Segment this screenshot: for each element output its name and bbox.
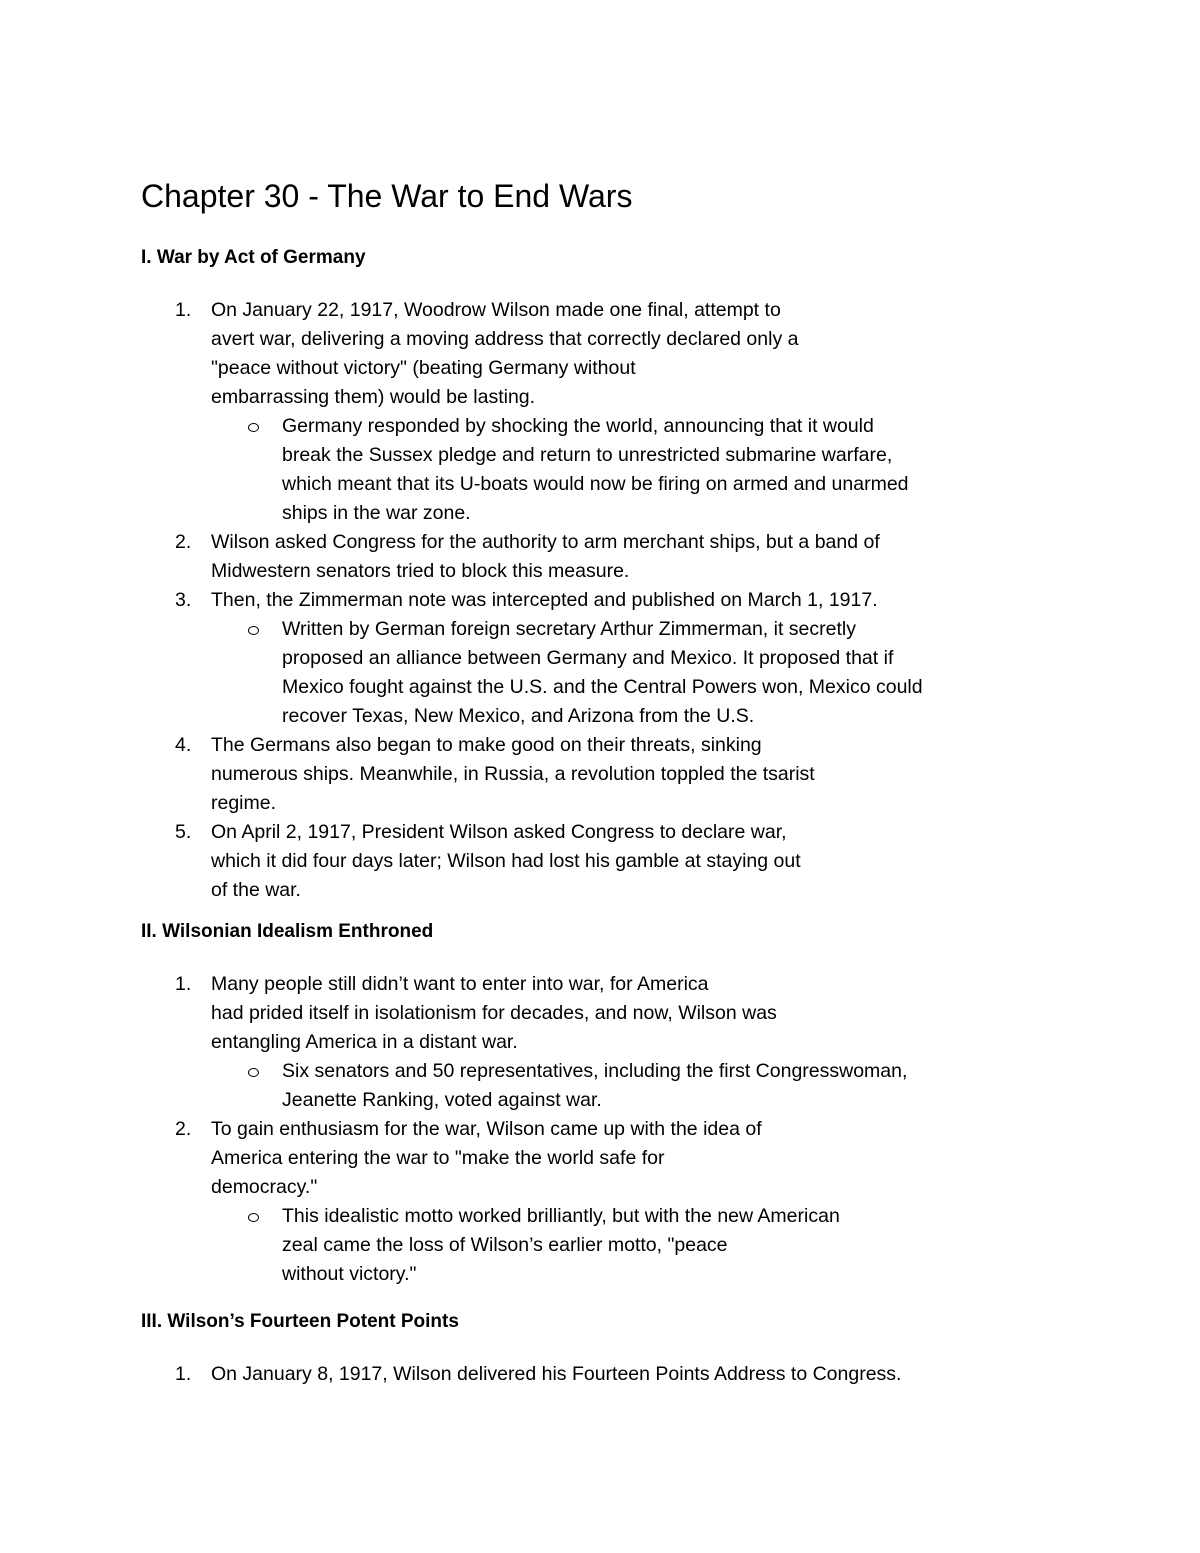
list-item-text: democracy." <box>211 1176 318 1198</box>
bullet-icon <box>248 626 259 635</box>
list-item-text: On January 22, 1917, Woodrow Wilson made one final, attempt to <box>211 299 781 321</box>
list-item-text: regime. <box>211 792 277 814</box>
list-item-number: 4. <box>175 734 192 756</box>
list-item-number: 2. <box>175 1118 192 1140</box>
sub-item-text: break the Sussex pledge and return to unrestricted submarine warfare, <box>282 444 893 466</box>
list-item-text: Then, the Zimmerman note was intercepted and published on March 1, 1917. <box>211 589 878 611</box>
list-item-text: avert war, delivering a moving address that correctly declared only a <box>211 328 799 350</box>
sub-item-text: without victory." <box>282 1263 417 1285</box>
section-heading: II. Wilsonian Idealism Enthroned <box>141 921 434 942</box>
sub-item-text: Six senators and 50 representatives, including the first Congresswoman, <box>282 1060 908 1082</box>
list-item-number: 3. <box>175 589 192 611</box>
list-item-text: To gain enthusiasm for the war, Wilson came up with the idea of <box>211 1118 762 1140</box>
list-item-number: 2. <box>175 531 192 553</box>
list-item-number: 1. <box>175 973 192 995</box>
list-item-text: On January 8, 1917, Wilson delivered his Fourteen Points Address to Congress. <box>211 1363 902 1385</box>
sub-item-text: recover Texas, New Mexico, and Arizona from the U.S. <box>282 705 755 727</box>
list-item-text: Midwestern senators tried to block this measure. <box>211 560 630 582</box>
sub-item-text: ships in the war zone. <box>282 502 471 524</box>
sub-item-text: Jeanette Ranking, voted against war. <box>282 1089 602 1111</box>
list-item-text: Wilson asked Congress for the authority to arm merchant ships, but a band of <box>211 531 880 553</box>
list-item-number: 5. <box>175 821 192 843</box>
sub-item-text: zeal came the loss of Wilson’s earlier motto, "peace <box>282 1234 728 1256</box>
bullet-icon <box>248 423 259 432</box>
list-item-text: of the war. <box>211 879 301 901</box>
list-item-text: The Germans also began to make good on their threats, sinking <box>211 734 762 756</box>
section-heading: I. War by Act of Germany <box>141 247 366 268</box>
sub-item-text: Mexico fought against the U.S. and the Central Powers won, Mexico could <box>282 676 923 698</box>
list-item-text: which it did four days later; Wilson had lost his gamble at staying out <box>211 850 801 872</box>
list-item-text: Many people still didn’t want to enter into war, for America <box>211 973 709 995</box>
sub-item-text: which meant that its U-boats would now be firing on armed and unarmed <box>282 473 909 495</box>
list-item-number: 1. <box>175 1363 192 1385</box>
bullet-icon <box>248 1213 259 1222</box>
list-item-text: had prided itself in isolationism for decades, and now, Wilson was <box>211 1002 777 1024</box>
list-item-text: "peace without victory" (beating Germany without <box>211 357 636 379</box>
sub-item-text: Written by German foreign secretary Arthur Zimmerman, it secretly <box>282 618 856 640</box>
list-item-text: numerous ships. Meanwhile, in Russia, a revolution toppled the tsarist <box>211 763 815 785</box>
section-heading: III. Wilson’s Fourteen Potent Points <box>141 1311 459 1332</box>
document-title: Chapter 30 - The War to End Wars <box>141 178 633 214</box>
sub-item-text: Germany responded by shocking the world, announcing that it would <box>282 415 874 437</box>
list-item-text: On April 2, 1917, President Wilson asked Congress to declare war, <box>211 821 787 843</box>
list-item-text: entangling America in a distant war. <box>211 1031 518 1053</box>
list-item-text: embarrassing them) would be lasting. <box>211 386 536 408</box>
list-item-number: 1. <box>175 299 192 321</box>
bullet-icon <box>248 1068 259 1077</box>
sub-item-text: proposed an alliance between Germany and Mexico. It proposed that if <box>282 647 894 669</box>
sub-item-text: This idealistic motto worked brilliantly, but with the new American <box>282 1205 840 1227</box>
list-item-text: America entering the war to "make the world safe for <box>211 1147 665 1169</box>
